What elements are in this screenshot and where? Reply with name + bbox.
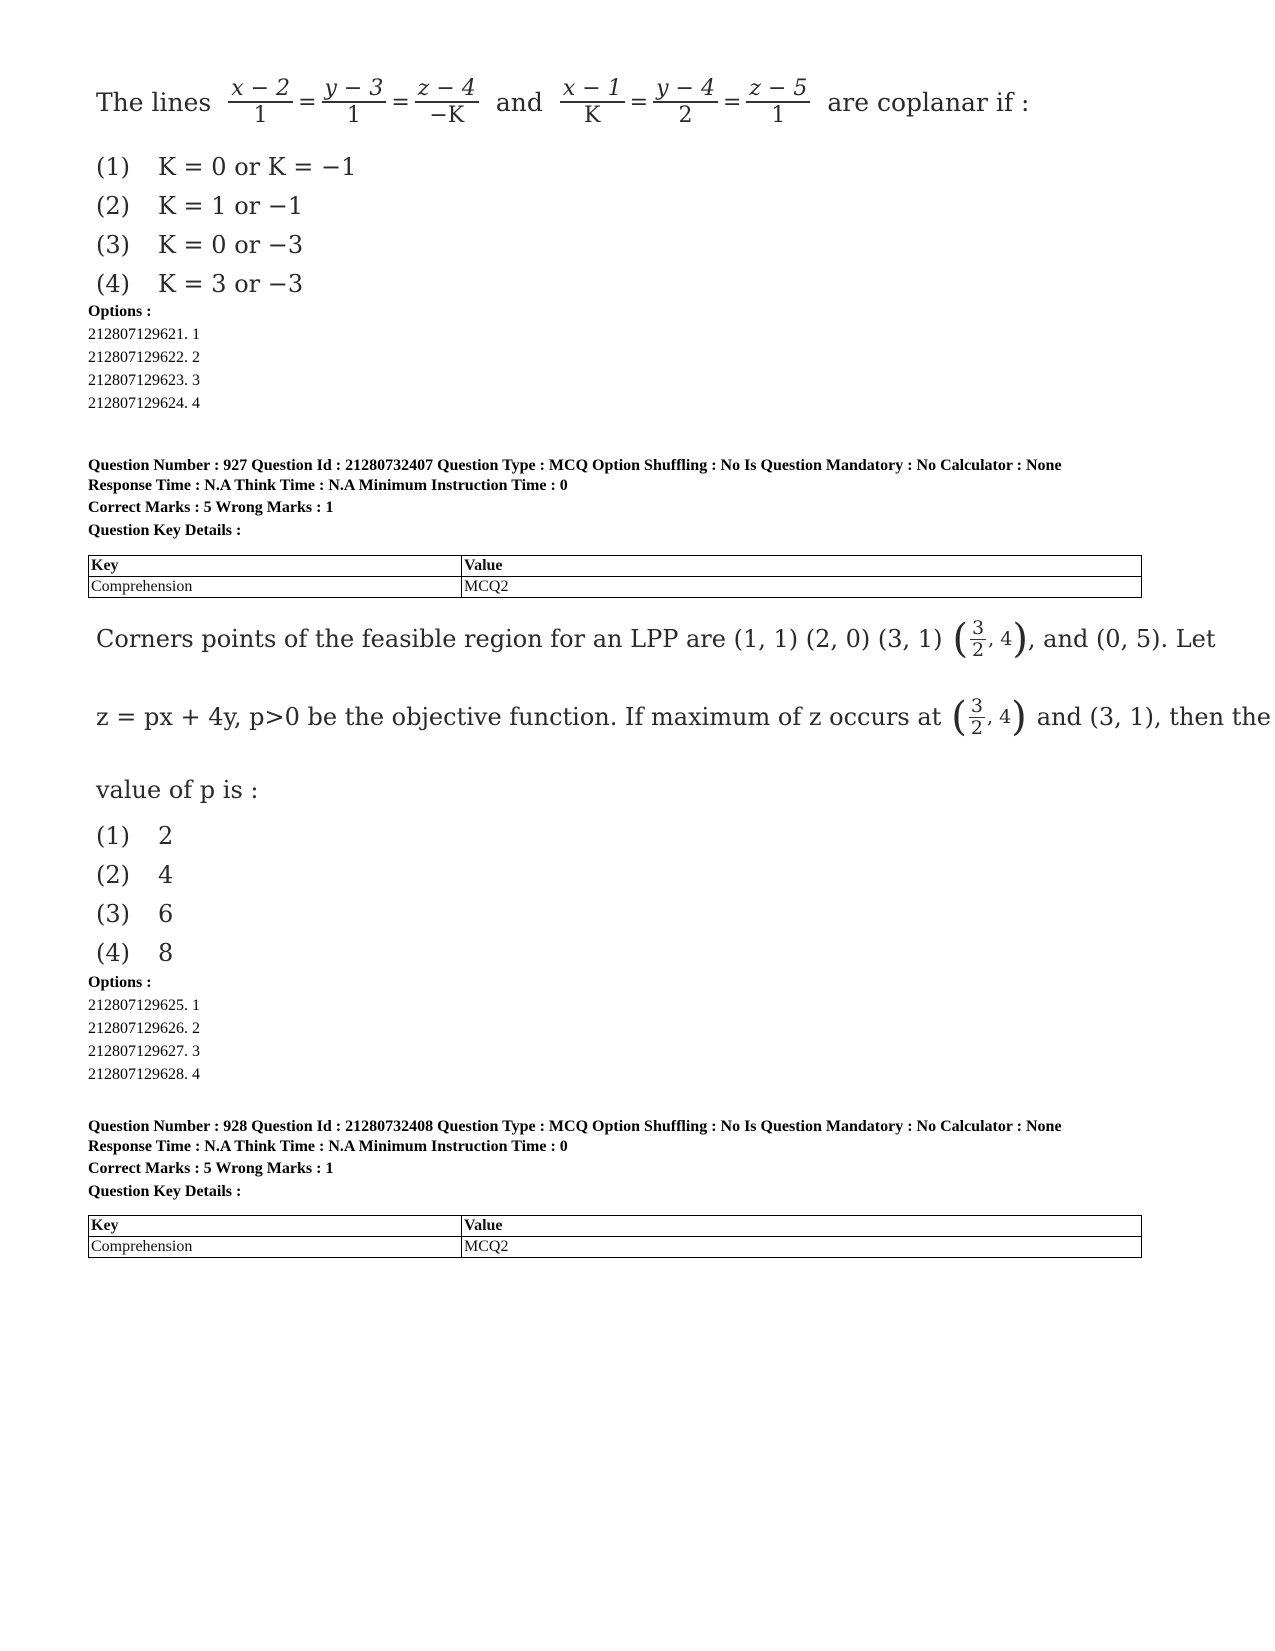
q926-choices — [96, 147, 356, 303]
fraction: $\frac{y - 3}{1}$ — [322, 76, 387, 129]
options-label: Options : — [88, 303, 152, 320]
option-item: 212807129627. 3 — [88, 1043, 200, 1060]
option-item: 212807129628. 4 — [88, 1066, 200, 1083]
q927-key-table — [88, 555, 1142, 598]
paren-right: ) — [1012, 616, 1028, 663]
q926-and: and — [495, 87, 543, 117]
choice-row: (4) K = 3 or −3 — [96, 269, 304, 298]
q927-stem-line1: Corners points of the feasible region for an LPP are (1, 1) (2, 0) (3, 1) ( $\frac{3}{2}$ , 4 ) , and (0, 5). Let — [96, 616, 1216, 663]
option-item: 212807129621. 1 — [88, 326, 200, 343]
choice-row: (2) 4 — [96, 860, 174, 889]
marks-line: Correct Marks : 5 Wrong Marks : 1 — [88, 499, 334, 516]
table-row — [89, 1237, 1142, 1258]
fraction: $\frac{x - 1}{K}$ — [560, 76, 625, 129]
key-details-label: Question Key Details : — [88, 1183, 242, 1200]
question-meta-line: Response Time : N.A Think Time : N.A Minimum Instruction Time : 0 — [88, 1138, 568, 1155]
question-meta-line: Question Number : 927 Question Id : 21280732407 Question Type : MCQ Option Shuffling : No Is Question Mandatory : No Calculator : None — [88, 457, 1062, 474]
q926-stem-suffix: are coplanar if : — [827, 87, 1030, 117]
table-header-key: Key — [89, 556, 462, 577]
option-item: 212807129624. 4 — [88, 395, 200, 412]
choice-row: (3) 6 — [96, 899, 174, 928]
option-item: 212807129623. 3 — [88, 372, 200, 389]
q927-stem-line3: value of p is : — [96, 776, 259, 804]
table-header-value: Value — [462, 556, 1142, 577]
q928-key-table — [88, 1215, 1142, 1258]
options-label: Options : — [88, 974, 152, 991]
q926-options — [88, 300, 200, 415]
choice-row: (3) K = 0 or −3 — [96, 230, 304, 259]
q928-meta — [88, 1117, 1062, 1203]
fraction: $\frac{x - 2}{1}$ — [228, 76, 293, 129]
choice-row: (1) K = 0 or K = −1 — [96, 152, 357, 181]
option-item: 212807129625. 1 — [88, 997, 200, 1014]
table-cell-value: MCQ2 — [462, 1237, 1142, 1258]
q926-stem-prefix: The lines — [96, 87, 212, 117]
q927-options — [88, 971, 200, 1086]
q926-stem: The lines $\frac{x - 2}{1}$ = $\frac{y - 3}{1}$ = $\frac{z - 4}{-K}$ and $\frac{x - 1}{K}$ = $\frac{y - 4}{2}$ = $\frac{z - 5}{1}$ are coplanar if : — [96, 76, 1030, 129]
table-cell-value: MCQ2 — [462, 577, 1142, 598]
table-cell-key: Comprehension — [89, 1237, 462, 1258]
question-meta-line: Question Number : 928 Question Id : 21280732408 Question Type : MCQ Option Shuffling : No Is Question Mandatory : No Calculator : None — [88, 1118, 1062, 1135]
q927-meta — [88, 456, 1062, 542]
choice-row: (1) 2 — [96, 821, 174, 850]
fraction: $\frac{z - 4}{-K}$ — [415, 76, 479, 129]
fraction: $\frac{3}{2}$ — [972, 617, 985, 661]
paren-left: ( — [951, 694, 967, 741]
option-item: 212807129626. 2 — [88, 1020, 200, 1037]
table-row — [89, 577, 1142, 598]
table-header-row — [89, 556, 1142, 577]
key-details-label: Question Key Details : — [88, 522, 242, 539]
question-meta-line: Response Time : N.A Think Time : N.A Minimum Instruction Time : 0 — [88, 477, 568, 494]
fraction: $\frac{3}{2}$ — [970, 695, 983, 739]
marks-line: Correct Marks : 5 Wrong Marks : 1 — [88, 1160, 334, 1177]
paren-right: ) — [1011, 694, 1027, 741]
fraction: $\frac{z - 5}{1}$ — [746, 76, 810, 129]
fraction: $\frac{y - 4}{2}$ — [653, 76, 718, 129]
q927-stem-line2: z = px + 4y, p>0 be the objective function. If maximum of z occurs at ( $\frac{3}{2}$ , 4 ) and (3, 1), then the — [96, 694, 1271, 741]
q927-choices — [96, 816, 173, 972]
table-header-row — [89, 1216, 1142, 1237]
option-item: 212807129622. 2 — [88, 349, 200, 366]
table-cell-key: Comprehension — [89, 577, 462, 598]
choice-row: (2) K = 1 or −1 — [96, 191, 304, 220]
choice-row: (4) 8 — [96, 938, 174, 967]
table-header-value: Value — [462, 1216, 1142, 1237]
paren-left: ( — [952, 616, 969, 663]
table-header-key: Key — [89, 1216, 462, 1237]
